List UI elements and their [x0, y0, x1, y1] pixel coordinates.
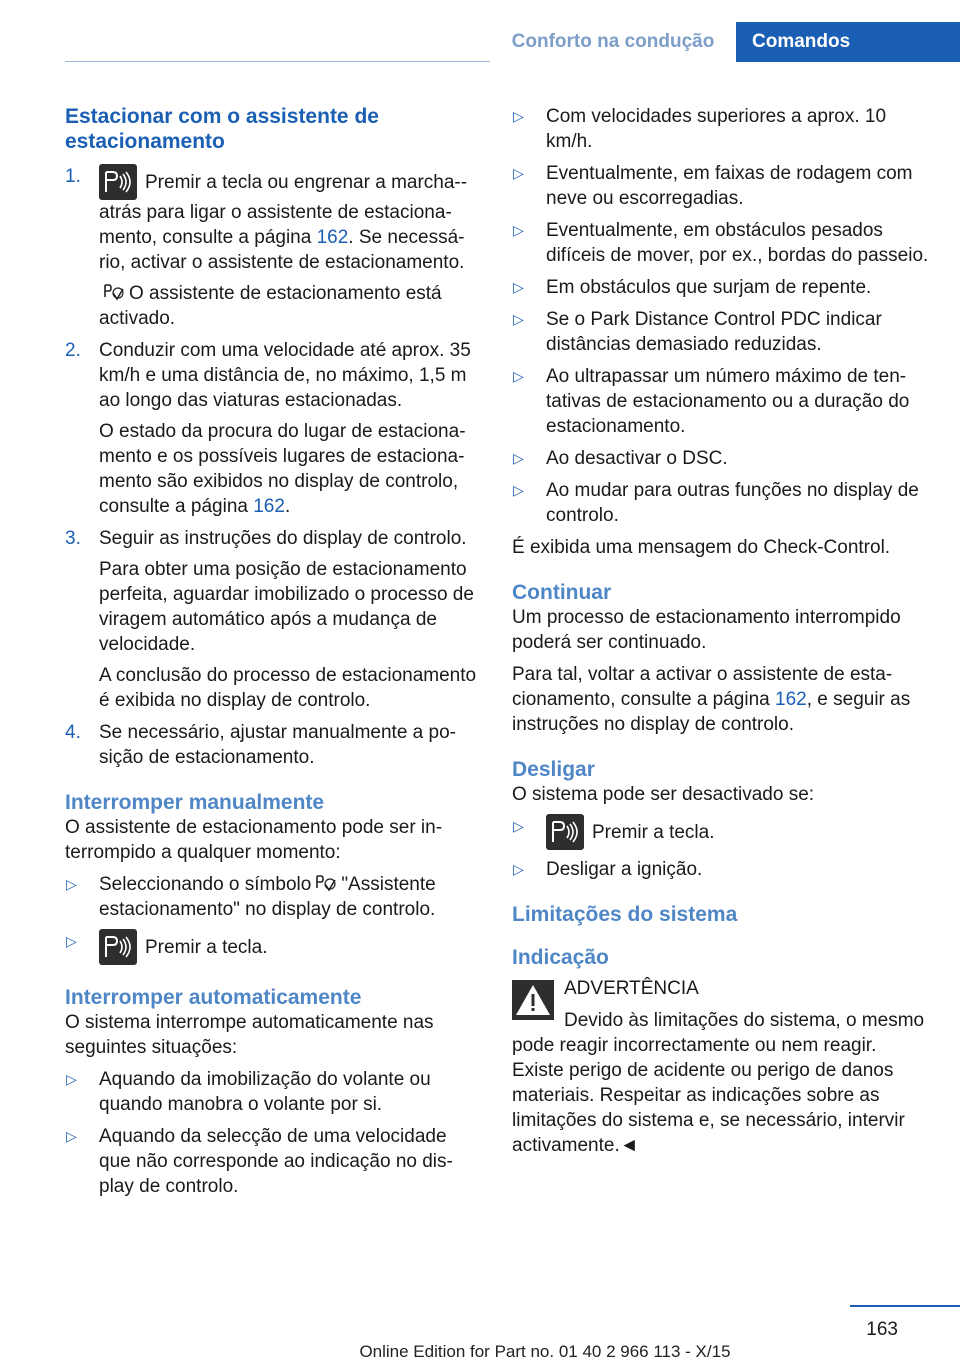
header-section: Conforto na condução: [511, 31, 715, 52]
paragraph: O assistente de estacionamento pode ser interrompido a qualquer momento:: [65, 817, 443, 863]
triangle-bullet-icon: ▷: [513, 368, 524, 384]
subheading-indicacao: Indicação: [512, 946, 609, 969]
subheading-manual: Interromper manualmente: [65, 791, 325, 814]
paragraph: Um processo de estacionamento interrompido poderá ser continuado.: [512, 607, 901, 653]
triangle-bullet-icon: ▷: [66, 1071, 77, 1087]
header-rule: [65, 61, 490, 62]
list-item: ▷ Premir a tecla.: [65, 929, 480, 965]
triangle-bullet-icon: ▷: [513, 861, 524, 877]
list-item: ▷ Ao mudar para outras funções no display de controlo.: [513, 480, 919, 526]
subheading-continuar: Continuar: [512, 581, 612, 604]
park-assist-symbol-icon: [315, 874, 337, 892]
page-link[interactable]: 162: [253, 496, 285, 517]
triangle-bullet-icon: ▷: [513, 108, 524, 124]
list-item: ▷ Eventualmente, em obstáculos pesados difíceis de mover, por ex., bordas do passeio.: [513, 220, 929, 266]
triangle-bullet-icon: ▷: [513, 222, 524, 238]
step-text: A conclusão do processo de estacionamento é exibida no display de controlo.: [99, 665, 477, 711]
page-link[interactable]: 162: [316, 227, 349, 248]
list-item: ▷ Ao ultrapassar um número máximo de tentativas de estacionamento ou a duração do estacionamento.: [513, 366, 910, 437]
step-number: 4.: [65, 722, 81, 743]
warning-box: [512, 976, 930, 1022]
step-text: Para obter uma posição de estacionamento perfeita, aguardar imobilizado o processo de viragem automático após a mudança de velocidade.: [99, 559, 474, 655]
paragraph: Para tal, voltar a activar o assistente de estacionamento, consulte a página 162, e seguir as instruções no display de controlo.: [512, 664, 911, 735]
step-2: [65, 338, 480, 519]
triangle-bullet-icon: ▷: [66, 1128, 77, 1144]
list-item: ▷ Ao desactivar o DSC.: [513, 448, 728, 469]
warning-triangle-icon: [512, 980, 554, 1020]
step-4: [65, 720, 480, 770]
list-item: ▷ Desligar a ignição.: [513, 859, 703, 880]
step-3: [65, 526, 480, 713]
header-chapter: Comandos: [736, 22, 960, 62]
triangle-bullet-icon: ▷: [513, 482, 524, 498]
list-item: ▷ Em obstáculos que surjam de repente.: [513, 277, 872, 298]
left-column: [65, 104, 480, 1206]
section-title: Estacionar com o assistente de estacionamento: [65, 105, 379, 153]
triangle-bullet-icon: ▷: [513, 450, 524, 466]
step-text: Premir a tecla ou engrenar a marcha--atrás para ligar o assistente de estacionamento, consulte a página 162. Se necessário, activar o assistente de estacionamento.: [99, 164, 480, 275]
paragraph: O sistema pode ser desactivado se:: [512, 784, 815, 805]
triangle-bullet-icon: ▷: [513, 818, 524, 834]
list-item: ▷ Premir a tecla.: [512, 814, 930, 850]
step-number: 2.: [65, 340, 81, 361]
right-column: [512, 104, 930, 1165]
list-item: ▷ Com velocidades superiores a aprox. 10 km/h.: [513, 106, 887, 152]
step-text: Se necessário, ajustar manualmente a posição de estacionamento.: [99, 722, 456, 768]
triangle-bullet-icon: ▷: [513, 279, 524, 295]
list-item: ▷ Aquando da selecção de uma velocidade que não corresponde ao indicação no display de controlo.: [66, 1126, 453, 1197]
step-number: 1.: [65, 166, 81, 187]
park-assist-button-icon: [99, 164, 137, 200]
paragraph: O sistema interrompe automaticamente nas seguintes situações:: [65, 1012, 434, 1058]
triangle-bullet-icon: ▷: [513, 311, 524, 327]
list-item: ▷ Eventualmente, em faixas de rodagem com neve ou escorregadias.: [513, 163, 913, 209]
park-assist-symbol-icon: [103, 283, 125, 301]
list-item: ▷ Se o Park Distance Control PDC indicar distâncias demasiado reduzidas.: [513, 309, 882, 355]
subheading-limitacoes: Limitações do sistema: [512, 903, 738, 926]
list-item: ▷ Seleccionando o símbolo "Assistente estacionamento" no display de controlo.: [66, 874, 436, 920]
triangle-bullet-icon: ▷: [66, 876, 77, 892]
subheading-auto: Interromper automaticamente: [65, 986, 362, 1009]
step-text: O estado da procura do lugar de estacionamento e os possíveis lugares de estacionamento são exibidos no display de controlo, consulte a página 162.: [99, 421, 466, 517]
step-text: O assistente de estacionamento está activado.: [99, 283, 442, 329]
step-number: 3.: [65, 528, 81, 549]
step-text: Conduzir com uma velocidade até aprox. 35 km/h e uma distância de, no máximo, 1,5 m ao longo das viaturas estacionadas.: [99, 340, 471, 411]
warning-title: ADVERTÊNCIA: [564, 978, 699, 999]
footer-rule: [850, 1305, 960, 1307]
list-item: ▷ Aquando da imobilização do volante ou quando manobra o volante por si.: [66, 1069, 431, 1115]
park-assist-button-icon: [546, 814, 584, 850]
page-header: [0, 22, 960, 62]
edition-footer: Online Edition for Part no. 01 40 2 966 113 - X/15: [359, 1342, 731, 1361]
subheading-desligar: Desligar: [512, 758, 595, 781]
step-text: Seguir as instruções do display de controlo.: [99, 528, 467, 549]
triangle-bullet-icon: ▷: [513, 165, 524, 181]
paragraph: É exibida uma mensagem do Check-Control.: [512, 537, 891, 558]
page-number: 163: [866, 1319, 898, 1340]
step-1: [65, 164, 480, 331]
warning-text: Devido às limitações do sistema, o mesmo pode reagir incorrectamente ou nem reagir. Existe perigo de acidente ou perigo de danos materiais. Respeitar as indicações sobre as limitações do sistema e, se necessário, intervir activamente.◄: [512, 1010, 925, 1156]
triangle-bullet-icon: ▷: [66, 933, 77, 949]
park-assist-button-icon: [99, 929, 137, 965]
page-link[interactable]: 162: [775, 689, 807, 710]
